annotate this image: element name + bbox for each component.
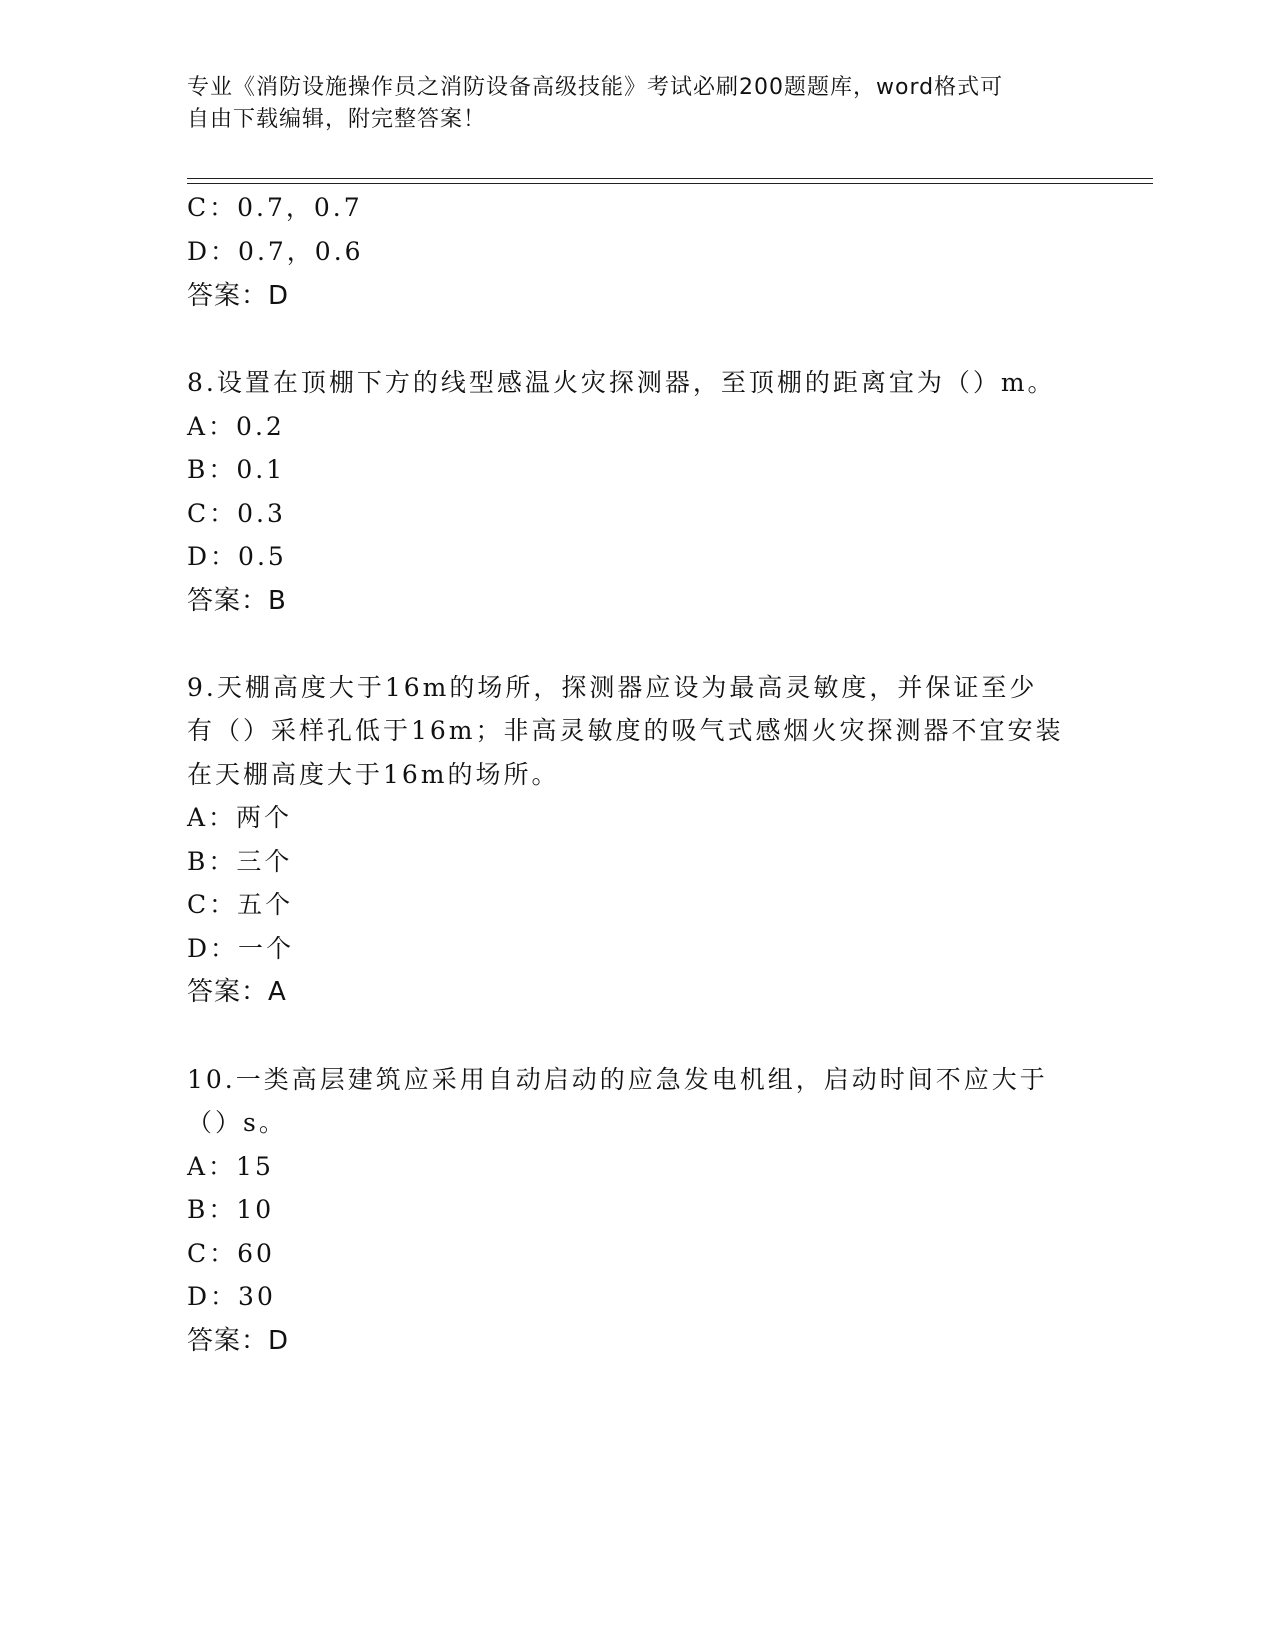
question-9-text-line-2: 有（）采样孔低于16m；非高灵敏度的吸气式感烟火灾探测器不宜安装 xyxy=(187,716,1064,745)
option-b-q8: B：0.1 xyxy=(187,455,286,484)
option-a-q9: A：两个 xyxy=(187,803,293,832)
option-d-q8: D：0.5 xyxy=(187,542,287,571)
header-line-2: 自由下载编辑，附完整答案！ xyxy=(187,107,487,132)
answer-q7: 答案：D xyxy=(187,281,290,311)
question-9-text-line-1: 9.天棚高度大于16m的场所，探测器应设为最高灵敏度，并保证至少 xyxy=(187,673,1038,702)
header-divider-bottom xyxy=(187,183,1153,184)
option-d-q9: D：一个 xyxy=(187,934,295,963)
option-c-q9: C：五个 xyxy=(187,890,294,919)
option-d-q10: D：30 xyxy=(187,1282,276,1311)
answer-q10: 答案：D xyxy=(187,1326,290,1356)
option-d-q7: D：0.7，0.6 xyxy=(187,237,364,266)
question-9-text-line-3: 在天棚高度大于16m的场所。 xyxy=(187,760,560,789)
option-a-q10: A：15 xyxy=(187,1152,274,1181)
question-10-text-line-2: （）s。 xyxy=(187,1108,287,1137)
document-header xyxy=(187,72,1067,136)
header-line-1: 专业《消防设施操作员之消防设备高级技能》考试必刷200题题库，word格式可 xyxy=(187,75,1004,100)
question-8-text: 8.设置在顶棚下方的线型感温火灾探测器，至顶棚的距离宜为（）m。 xyxy=(187,368,1056,397)
option-b-q10: B：10 xyxy=(187,1195,275,1224)
option-a-q8: A：0.2 xyxy=(187,412,285,441)
option-b-q9: B：三个 xyxy=(187,847,293,876)
question-10-text-line-1: 10.一类高层建筑应采用自动启动的应急发电机组，启动时间不应大于 xyxy=(187,1065,1048,1094)
header-divider-top xyxy=(187,178,1153,179)
option-c-q10: C：60 xyxy=(187,1239,275,1268)
answer-q9: 答案：A xyxy=(187,977,287,1007)
option-c-q8: C：0.3 xyxy=(187,499,286,528)
option-c-q7: C：0.7，0.7 xyxy=(187,193,363,222)
answer-q8: 答案：B xyxy=(187,586,287,616)
